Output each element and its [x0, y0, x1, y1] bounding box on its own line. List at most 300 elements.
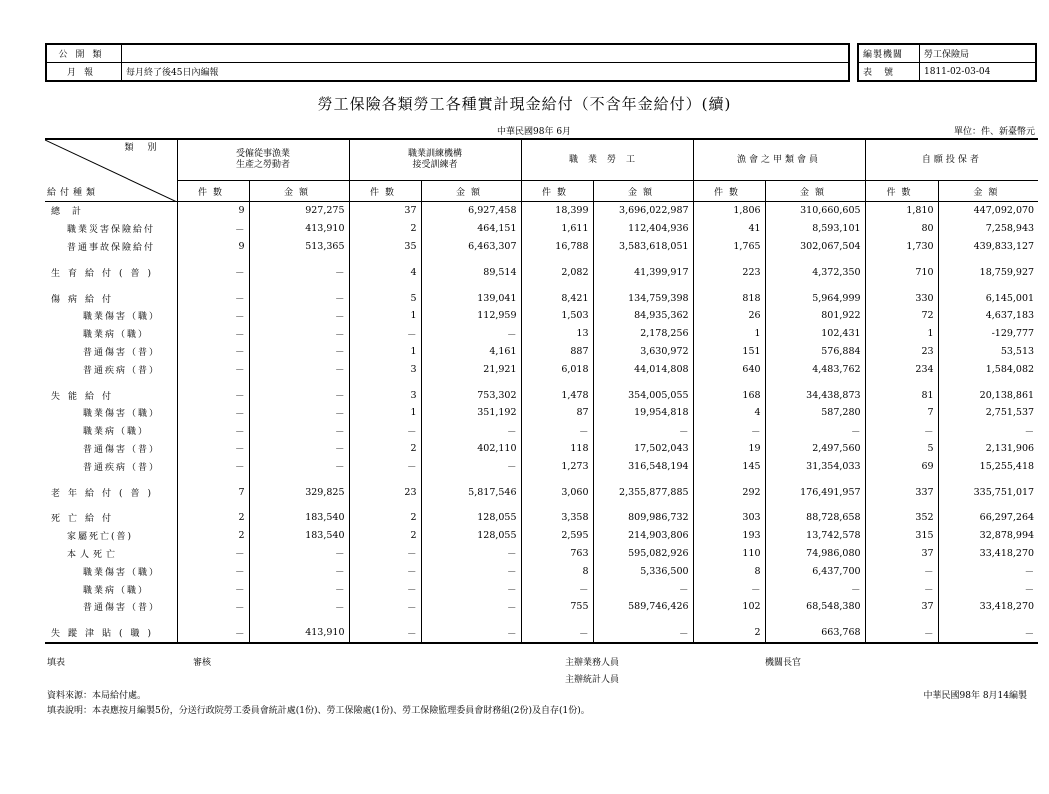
data-source: 資料來源：本局給付處。 — [47, 691, 147, 701]
amount-cell: 329,825 — [249, 483, 349, 501]
form-no-value: 1811-02-03-04 — [920, 63, 1037, 82]
amount-cell: － — [938, 562, 1038, 580]
group-label: 受僱從事漁業 生產之勞動者 — [236, 149, 291, 170]
count-header: 件數 — [693, 181, 765, 202]
amount-cell: － — [938, 624, 1038, 643]
amount-cell: 2,355,877,885 — [593, 483, 693, 501]
count-cell: － — [177, 562, 249, 580]
amount-cell: 88,728,658 — [765, 509, 865, 527]
row-label: 職業災害保險給付 — [45, 220, 177, 238]
amount-cell: 5,817,546 — [421, 483, 521, 501]
count-cell: － — [177, 220, 249, 238]
table-row — [45, 422, 1038, 440]
row-spacer — [45, 616, 1038, 624]
row-label: 死亡給付 — [45, 509, 177, 527]
count-cell: 1,503 — [521, 307, 593, 325]
count-cell: － — [865, 624, 938, 643]
count-cell: － — [177, 580, 249, 598]
report-deadline: 每月終了後45日內編報 — [122, 63, 850, 82]
amount-cell: 13,742,578 — [765, 527, 865, 545]
amount-cell: 6,927,458 — [421, 202, 521, 220]
count-cell: － — [177, 404, 249, 422]
row-label: 普通疾病（普） — [45, 457, 177, 475]
count-cell: － — [177, 422, 249, 440]
table-row — [45, 307, 1038, 325]
amount-cell: － — [249, 562, 349, 580]
count-cell: 4 — [693, 404, 765, 422]
count-cell: 1,765 — [693, 238, 765, 256]
fill-label: 填表 — [47, 658, 66, 668]
count-cell: 315 — [865, 527, 938, 545]
count-cell: － — [349, 457, 421, 475]
count-cell: 41 — [693, 220, 765, 238]
amount-cell: － — [249, 422, 349, 440]
amount-cell: 41,399,917 — [593, 263, 693, 281]
amount-cell: 2,751,537 — [938, 404, 1038, 422]
table-row — [45, 527, 1038, 545]
count-cell: － — [693, 580, 765, 598]
amount-cell: 6,463,307 — [421, 238, 521, 256]
count-cell: － — [177, 386, 249, 404]
amount-cell: － — [249, 343, 349, 361]
count-cell: 1 — [693, 325, 765, 343]
count-cell: 19 — [693, 440, 765, 458]
amount-header: 金額 — [421, 181, 521, 202]
amount-cell: 310,660,605 — [765, 202, 865, 220]
count-cell: － — [865, 580, 938, 598]
amount-cell: 68,548,380 — [765, 598, 865, 616]
amount-cell: 17,502,043 — [593, 440, 693, 458]
amount-cell: 15,255,418 — [938, 457, 1038, 475]
count-cell: 2 — [349, 527, 421, 545]
count-cell: 13 — [521, 325, 593, 343]
amount-cell: － — [421, 598, 521, 616]
fill-instructions: 填表說明：本表應按月編製5份，分送行政院勞工委員會統計處(1份)、勞工保險處(1份)、勞工保險監理委員會財務組(2份)及自存(1份)。 — [47, 706, 590, 716]
table-row — [45, 457, 1038, 475]
agency-head-label: 機關長官 — [765, 658, 802, 668]
corner-category-label: 類別 — [124, 143, 171, 153]
unit-label: 單位：件、新臺幣元 — [953, 127, 1035, 137]
count-cell: 3 — [349, 386, 421, 404]
row-label: 總計 — [45, 202, 177, 220]
row-label: 普通事故保險給付 — [45, 238, 177, 256]
amount-cell: － — [421, 624, 521, 643]
row-label: 普通疾病（普） — [45, 360, 177, 378]
table-row — [45, 483, 1038, 501]
amount-cell: － — [249, 263, 349, 281]
amount-cell: 32,878,994 — [938, 527, 1038, 545]
count-cell: 102 — [693, 598, 765, 616]
amount-cell: 5,964,999 — [765, 289, 865, 307]
row-label: 普通傷害（普） — [45, 440, 177, 458]
row-spacer — [45, 501, 1038, 509]
count-cell: 1 — [865, 325, 938, 343]
amount-cell: 6,145,001 — [938, 289, 1038, 307]
row-label: 本人死亡 — [45, 545, 177, 563]
count-cell: 1 — [349, 307, 421, 325]
corner-header — [45, 139, 177, 202]
amount-cell: 302,067,504 — [765, 238, 865, 256]
amount-cell: － — [938, 422, 1038, 440]
count-cell: 145 — [693, 457, 765, 475]
amount-header: 金額 — [249, 181, 349, 202]
count-cell: 87 — [521, 404, 593, 422]
count-cell: 168 — [693, 386, 765, 404]
group-label: 職業勞工 — [569, 154, 646, 165]
count-cell: 1,730 — [865, 238, 938, 256]
table-row — [45, 343, 1038, 361]
count-cell: 37 — [349, 202, 421, 220]
count-cell: 8 — [693, 562, 765, 580]
amount-cell: 84,935,362 — [593, 307, 693, 325]
count-cell: 763 — [521, 545, 593, 563]
group-header — [349, 139, 521, 181]
count-header: 件數 — [349, 181, 421, 202]
row-label: 職業病（職） — [45, 580, 177, 598]
row-label: 職業傷害（職） — [45, 562, 177, 580]
row-spacer — [45, 378, 1038, 386]
table-row — [45, 360, 1038, 378]
amount-cell: － — [249, 289, 349, 307]
table-row — [45, 598, 1038, 616]
count-cell: 1,478 — [521, 386, 593, 404]
count-cell: － — [349, 624, 421, 643]
amount-cell: 183,540 — [249, 509, 349, 527]
count-cell: － — [177, 545, 249, 563]
count-cell: 2 — [349, 440, 421, 458]
count-cell: 9 — [177, 238, 249, 256]
amount-cell: 112,404,936 — [593, 220, 693, 238]
group-header — [177, 139, 349, 181]
count-cell: 1 — [349, 343, 421, 361]
amount-cell: 1,584,082 — [938, 360, 1038, 378]
amount-cell: 33,418,270 — [938, 598, 1038, 616]
amount-cell: － — [421, 422, 521, 440]
count-cell: 23 — [865, 343, 938, 361]
count-cell: 755 — [521, 598, 593, 616]
count-cell: 1,806 — [693, 202, 765, 220]
count-cell: 72 — [865, 307, 938, 325]
count-cell: 292 — [693, 483, 765, 501]
amount-cell: － — [593, 580, 693, 598]
count-cell: 330 — [865, 289, 938, 307]
stats-officer-label: 主辦統計人員 — [565, 675, 620, 685]
amount-cell: -129,777 — [938, 325, 1038, 343]
row-label: 傷病給付 — [45, 289, 177, 307]
group-header — [693, 139, 865, 181]
amount-cell: 402,110 — [421, 440, 521, 458]
count-cell: － — [177, 598, 249, 616]
row-label: 普通傷害（普） — [45, 598, 177, 616]
compile-date: 中華民國98年 8月14編製 — [923, 691, 1027, 701]
row-label: 家屬死亡(普) — [45, 527, 177, 545]
amount-cell: 335,751,017 — [938, 483, 1038, 501]
amount-cell: 33,418,270 — [938, 545, 1038, 563]
count-cell: － — [865, 422, 938, 440]
amount-cell: － — [421, 545, 521, 563]
amount-cell: 34,438,873 — [765, 386, 865, 404]
row-label: 職業傷害（職） — [45, 307, 177, 325]
count-cell: 887 — [521, 343, 593, 361]
table-row — [45, 220, 1038, 238]
amount-cell: 663,768 — [765, 624, 865, 643]
table-body — [45, 202, 1038, 643]
row-spacer — [45, 255, 1038, 263]
count-cell: － — [177, 325, 249, 343]
row-label: 職業傷害（職） — [45, 404, 177, 422]
amount-cell: 4,372,350 — [765, 263, 865, 281]
amount-cell: － — [249, 404, 349, 422]
row-spacer — [45, 475, 1038, 483]
amount-cell: 439,833,127 — [938, 238, 1038, 256]
amount-cell: 112,959 — [421, 307, 521, 325]
header-right-box — [857, 43, 1037, 82]
amount-cell: 183,540 — [249, 527, 349, 545]
count-cell: － — [521, 422, 593, 440]
agency-value: 勞工保險局 — [920, 44, 1037, 63]
amount-cell: － — [421, 457, 521, 475]
count-cell: 7 — [177, 483, 249, 501]
amount-cell: － — [765, 422, 865, 440]
amount-cell: 19,954,818 — [593, 404, 693, 422]
count-cell: － — [349, 598, 421, 616]
count-cell: 37 — [865, 545, 938, 563]
row-label: 普通傷害（普） — [45, 343, 177, 361]
count-cell: － — [521, 624, 593, 643]
public-label: 公開類 — [46, 44, 122, 63]
count-cell: － — [349, 562, 421, 580]
count-cell: 1,810 — [865, 202, 938, 220]
table-row — [45, 289, 1038, 307]
group-label: 職業訓練機構 接受訓練者 — [408, 149, 463, 170]
table-row — [45, 440, 1038, 458]
amount-cell: 3,696,022,987 — [593, 202, 693, 220]
amount-cell: － — [249, 545, 349, 563]
count-cell: 80 — [865, 220, 938, 238]
amount-cell: 413,910 — [249, 220, 349, 238]
report-type-label: 月報 — [46, 63, 122, 82]
amount-cell: － — [421, 580, 521, 598]
table-row — [45, 238, 1038, 256]
table-row — [45, 404, 1038, 422]
table-row — [45, 545, 1038, 563]
amount-cell: － — [249, 440, 349, 458]
count-cell: 18,399 — [521, 202, 593, 220]
row-label: 失蹤津貼(職) — [45, 624, 177, 643]
table-row — [45, 386, 1038, 404]
amount-cell: 7,258,943 — [938, 220, 1038, 238]
count-cell: 6,018 — [521, 360, 593, 378]
amount-cell: 53,513 — [938, 343, 1038, 361]
count-cell: 5 — [865, 440, 938, 458]
count-cell: 1,273 — [521, 457, 593, 475]
amount-cell: － — [593, 422, 693, 440]
amount-cell: 464,151 — [421, 220, 521, 238]
review-label: 審核 — [193, 658, 212, 668]
count-cell: 303 — [693, 509, 765, 527]
amount-cell: 6,437,700 — [765, 562, 865, 580]
amount-cell: 589,746,426 — [593, 598, 693, 616]
amount-cell: － — [938, 580, 1038, 598]
amount-cell: 8,593,101 — [765, 220, 865, 238]
count-cell: 16,788 — [521, 238, 593, 256]
count-cell: 5 — [349, 289, 421, 307]
amount-cell: 2,178,256 — [593, 325, 693, 343]
count-cell: 8,421 — [521, 289, 593, 307]
amount-cell: 354,005,055 — [593, 386, 693, 404]
amount-header: 金額 — [765, 181, 865, 202]
table-row — [45, 325, 1038, 343]
count-cell: － — [349, 325, 421, 343]
amount-cell: 3,630,972 — [593, 343, 693, 361]
row-label: 失能給付 — [45, 386, 177, 404]
amount-cell: 44,014,808 — [593, 360, 693, 378]
amount-cell: 809,986,732 — [593, 509, 693, 527]
count-cell: 4 — [349, 263, 421, 281]
amount-cell: － — [249, 360, 349, 378]
table-row — [45, 202, 1038, 220]
amount-cell: 4,483,762 — [765, 360, 865, 378]
amount-cell: 74,986,080 — [765, 545, 865, 563]
amount-cell: 4,637,183 — [938, 307, 1038, 325]
amount-cell: 3,583,618,051 — [593, 238, 693, 256]
amount-cell: － — [593, 624, 693, 643]
amount-cell: 102,431 — [765, 325, 865, 343]
header-left-box — [45, 43, 850, 82]
count-cell: － — [177, 440, 249, 458]
count-cell: 337 — [865, 483, 938, 501]
corner-benefit-type-label: 給付種類 — [47, 188, 100, 198]
count-header: 件數 — [177, 181, 249, 202]
amount-cell: 801,922 — [765, 307, 865, 325]
table-row — [45, 509, 1038, 527]
count-cell: － — [349, 422, 421, 440]
group-header — [865, 139, 1038, 181]
count-cell: 2 — [349, 220, 421, 238]
count-cell: 69 — [865, 457, 938, 475]
count-cell: 1,611 — [521, 220, 593, 238]
count-cell: 2 — [693, 624, 765, 643]
amount-cell: 139,041 — [421, 289, 521, 307]
amount-cell: 2,497,560 — [765, 440, 865, 458]
count-header: 件數 — [865, 181, 938, 202]
count-cell: 2 — [177, 509, 249, 527]
amount-cell: 128,055 — [421, 527, 521, 545]
count-cell: － — [177, 307, 249, 325]
amount-cell: 576,884 — [765, 343, 865, 361]
count-cell: 2 — [177, 527, 249, 545]
business-officer-label: 主辦業務人員 — [565, 658, 620, 668]
count-cell: 3 — [349, 360, 421, 378]
amount-cell: － — [421, 325, 521, 343]
amount-cell: － — [249, 598, 349, 616]
amount-cell: 595,082,926 — [593, 545, 693, 563]
public-value — [122, 44, 850, 63]
count-cell: 118 — [521, 440, 593, 458]
count-cell: － — [349, 580, 421, 598]
amount-cell: － — [421, 562, 521, 580]
row-label: 職業病（職） — [45, 422, 177, 440]
count-cell: － — [177, 457, 249, 475]
count-cell: 8 — [521, 562, 593, 580]
count-cell: － — [177, 360, 249, 378]
amount-cell: － — [249, 386, 349, 404]
amount-cell: 20,138,861 — [938, 386, 1038, 404]
count-cell: 151 — [693, 343, 765, 361]
count-cell: 818 — [693, 289, 765, 307]
benefit-table — [45, 138, 1038, 644]
table-row — [45, 562, 1038, 580]
count-cell: 352 — [865, 509, 938, 527]
count-cell: 110 — [693, 545, 765, 563]
row-label: 生育給付(普) — [45, 263, 177, 281]
count-cell: 3,060 — [521, 483, 593, 501]
count-header: 件數 — [521, 181, 593, 202]
agency-label: 編製機關 — [858, 44, 920, 63]
count-cell: 26 — [693, 307, 765, 325]
amount-cell: 447,092,070 — [938, 202, 1038, 220]
count-cell: － — [349, 545, 421, 563]
group-label: 漁會之甲類會員 — [737, 154, 822, 165]
amount-cell: 21,921 — [421, 360, 521, 378]
amount-cell: 927,275 — [249, 202, 349, 220]
amount-cell: 4,161 — [421, 343, 521, 361]
count-cell: 7 — [865, 404, 938, 422]
amount-cell: 5,336,500 — [593, 562, 693, 580]
row-spacer — [45, 281, 1038, 289]
form-no-label: 表號 — [858, 63, 920, 82]
count-cell: 193 — [693, 527, 765, 545]
count-cell: 9 — [177, 202, 249, 220]
count-cell: － — [177, 263, 249, 281]
amount-cell: 513,365 — [249, 238, 349, 256]
count-cell: － — [521, 580, 593, 598]
table-row — [45, 624, 1038, 643]
amount-cell: 176,491,957 — [765, 483, 865, 501]
count-cell: 710 — [865, 263, 938, 281]
amount-cell: 753,302 — [421, 386, 521, 404]
amount-cell: 31,354,033 — [765, 457, 865, 475]
row-label: 職業病（職） — [45, 325, 177, 343]
report-title: 勞工保險各類勞工各種實計現金給付（不含年金給付）(續) — [317, 95, 732, 113]
amount-cell: 2,131,906 — [938, 440, 1038, 458]
amount-cell: 18,759,927 — [938, 263, 1038, 281]
report-period: 中華民國98年 6月 — [497, 127, 572, 137]
count-cell: － — [177, 289, 249, 307]
count-cell: － — [177, 343, 249, 361]
group-label: 自願投保者 — [921, 154, 982, 165]
count-cell: 35 — [349, 238, 421, 256]
amount-cell: － — [249, 457, 349, 475]
count-cell: 234 — [865, 360, 938, 378]
table-row — [45, 580, 1038, 598]
count-cell: － — [865, 562, 938, 580]
amount-header: 金額 — [593, 181, 693, 202]
amount-cell: 587,280 — [765, 404, 865, 422]
amount-cell: 134,759,398 — [593, 289, 693, 307]
count-cell: 3,358 — [521, 509, 593, 527]
count-cell: － — [693, 422, 765, 440]
amount-cell: － — [249, 580, 349, 598]
table-row — [45, 263, 1038, 281]
count-cell: 2,595 — [521, 527, 593, 545]
count-cell: 1 — [349, 404, 421, 422]
amount-header: 金額 — [938, 181, 1038, 202]
amount-cell: 89,514 — [421, 263, 521, 281]
count-cell: 2,082 — [521, 263, 593, 281]
count-cell: 23 — [349, 483, 421, 501]
amount-cell: － — [249, 325, 349, 343]
